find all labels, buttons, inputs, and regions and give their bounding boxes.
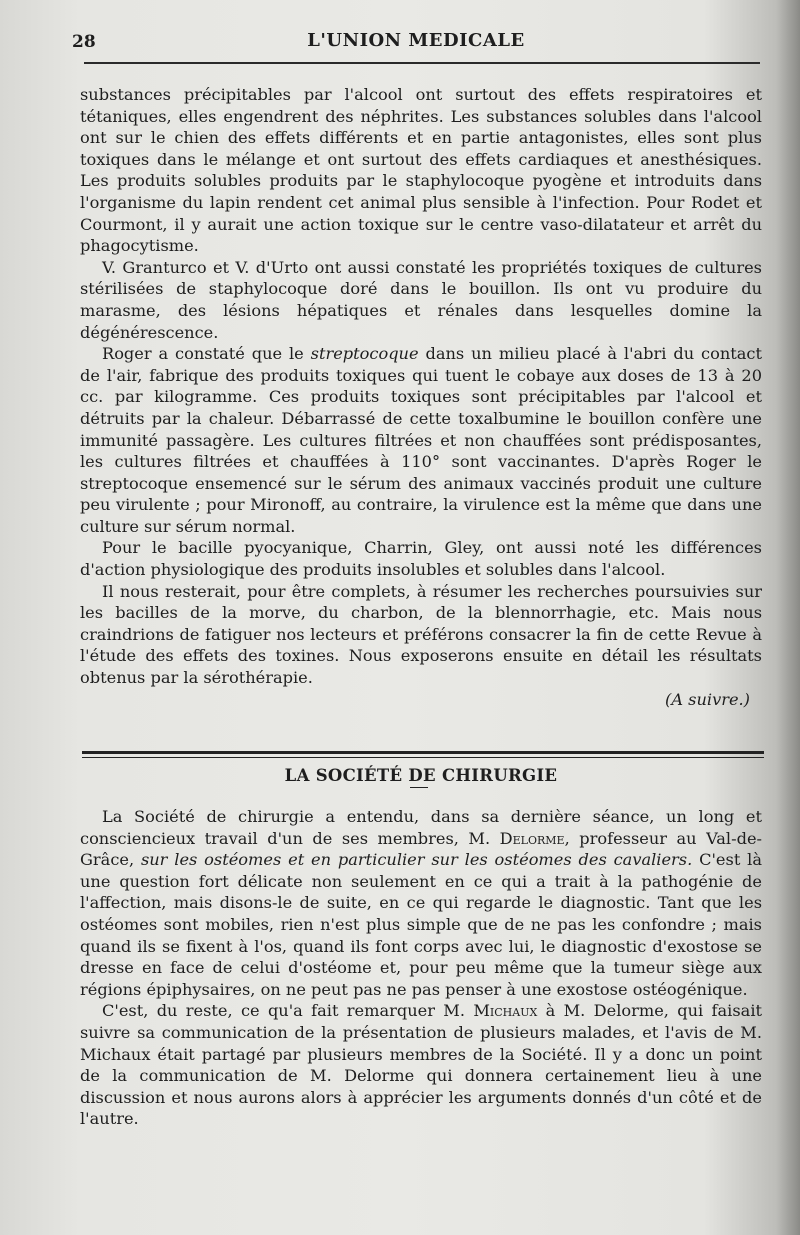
text-run: dans un milieu placé à l'abri du contact de l'air, fabrique des produits toxiques qui tuent le cobaye aux doses de 13 à 20 cc. par kilogramme. Ces produits toxiques sont précipitables par l'alcool et détruits par la chaleur. Débarrassé de cette toxalbumine le bouillon confère une immunité passagère. Les cultures filtrées et non chauffées sont prédisposantes, les cultures filtrées et chauffées à 110° sont vaccinantes. D'après Roger le streptocoque ensemencé sur le sérum des animaux vaccinés produit une culture peu virulente ; pour Mironoff, au contraire, la virulence est la même que dans une culture sur sérum normal. (80, 344, 762, 536)
page-header (72, 26, 760, 60)
paragraph-michaux-remark (80, 1000, 762, 1130)
paragraph-roger-streptococcus (80, 343, 762, 537)
text-run: La Société de chirurgie a entendu, dans sa dernière séance, un long et consciencieux travail d'un de ses membres, M. (80, 807, 762, 848)
paragraph-granturco: V. Granturco et V. d'Urto ont aussi constaté les propriétés toxiques de cultures stérilisées de staphylocoque doré dans le bouillon. Ils ont vu produire du marasme, des lésions hépatiques et rénales dans lesquelles domine la dégénérescence. (80, 257, 762, 342)
text-run: C'est là une question fort délicate non seulement en ce qui a trait à la pathogénie de l'affection, mais disons-le de suite, en ce qui regarde le diagnostic. Tant que les ostéomes sont mobiles, rien n'est plus simple que de ne pas les confondre ; mais quand ils se fixent à l'os, quand ils font corps avec lui, le diagnostic d'exostose se dresse en face de celui d'ostéome et, pour peu même que la tumeur siège aux régions épiphysaires, on ne peut pas ne pas penser à une exostose ostéogénique. (80, 850, 762, 999)
text-run: C'est, du reste, ce qu'a fait remarquer M. (102, 1001, 474, 1021)
paragraph-pyocyanic-bacillus: Pour le bacille pyocyanique, Charrin, Gley, ont aussi noté les différences d'action physiologique des produits insolubles et solubles dans l'alcool. (80, 538, 762, 580)
text-run: , professeur au Val-de-Grâce, (80, 828, 762, 870)
text-run: Roger a constaté que le (102, 344, 311, 364)
italic-term: streptocoque (310, 344, 419, 364)
running-title: L'UNION MEDICALE (307, 30, 525, 51)
author-name-michaux: Michaux (473, 1001, 538, 1021)
to-be-continued: (A suivre.) (665, 689, 750, 709)
author-name-delorme: Delorme (499, 828, 565, 848)
title-dash (410, 787, 428, 788)
text-run: à M. Delorme, qui faisait suivre sa communication de la présentation de plusieurs malades, et l'avis de M. Michaux était partagé par plusieurs membres de la Société. Il y a donc un point de la communication de M. Delorme qui donnera certainement lieu à une discussion et nous aurons alors à apprécier les arguments donnés d'un côté et de l'autre. (80, 1001, 763, 1129)
paragraph-staphylococcus-products: substances précipitables par l'alcool ont surtout des effets respiratoires et tétaniques, elles engendrent des néphrites. Les substances solubles dans l'alcool ont sur le chien des effets différents et en partie antagonistes, elles sont plus toxiques dans le mélange et ont surtout des effets cardiaques et anesthésiques. Les produits solubles produits par le staphylocoque pyogène et introduits dans l'organisme du lapin rendent cet animal plus sensible à l'infection. Pour Rodet et Courmont, il y aurait une action toxique sur le centre vaso-dilatateur et arrêt du phagocytisme. (80, 85, 762, 256)
page-number: 28 (72, 32, 96, 52)
paragraph-delorme-report (80, 806, 762, 1000)
article-continuation (80, 84, 762, 710)
section-body (80, 806, 762, 1130)
section-divider (82, 751, 764, 758)
section-title: LA SOCIÉTÉ DE CHIRURGIE (284, 766, 558, 785)
paragraph-conclusion: Il nous resterait, pour être complets, à résumer les recherches poursuivies sur les bacilles de la morve, du charbon, de la blennorrhagie, etc. Mais nous craindrions de fatiguer nos lecteurs et préférons consacrer la fin de cette Revue à l'étude des effets des toxines. Nous exposerons ensuite en détail les résultats obtenus par la sérothérapie. (80, 581, 762, 688)
italic-subject: sur les ostéomes et en particulier sur les ostéomes des cavaliers. (140, 850, 693, 870)
header-rule (84, 62, 760, 64)
